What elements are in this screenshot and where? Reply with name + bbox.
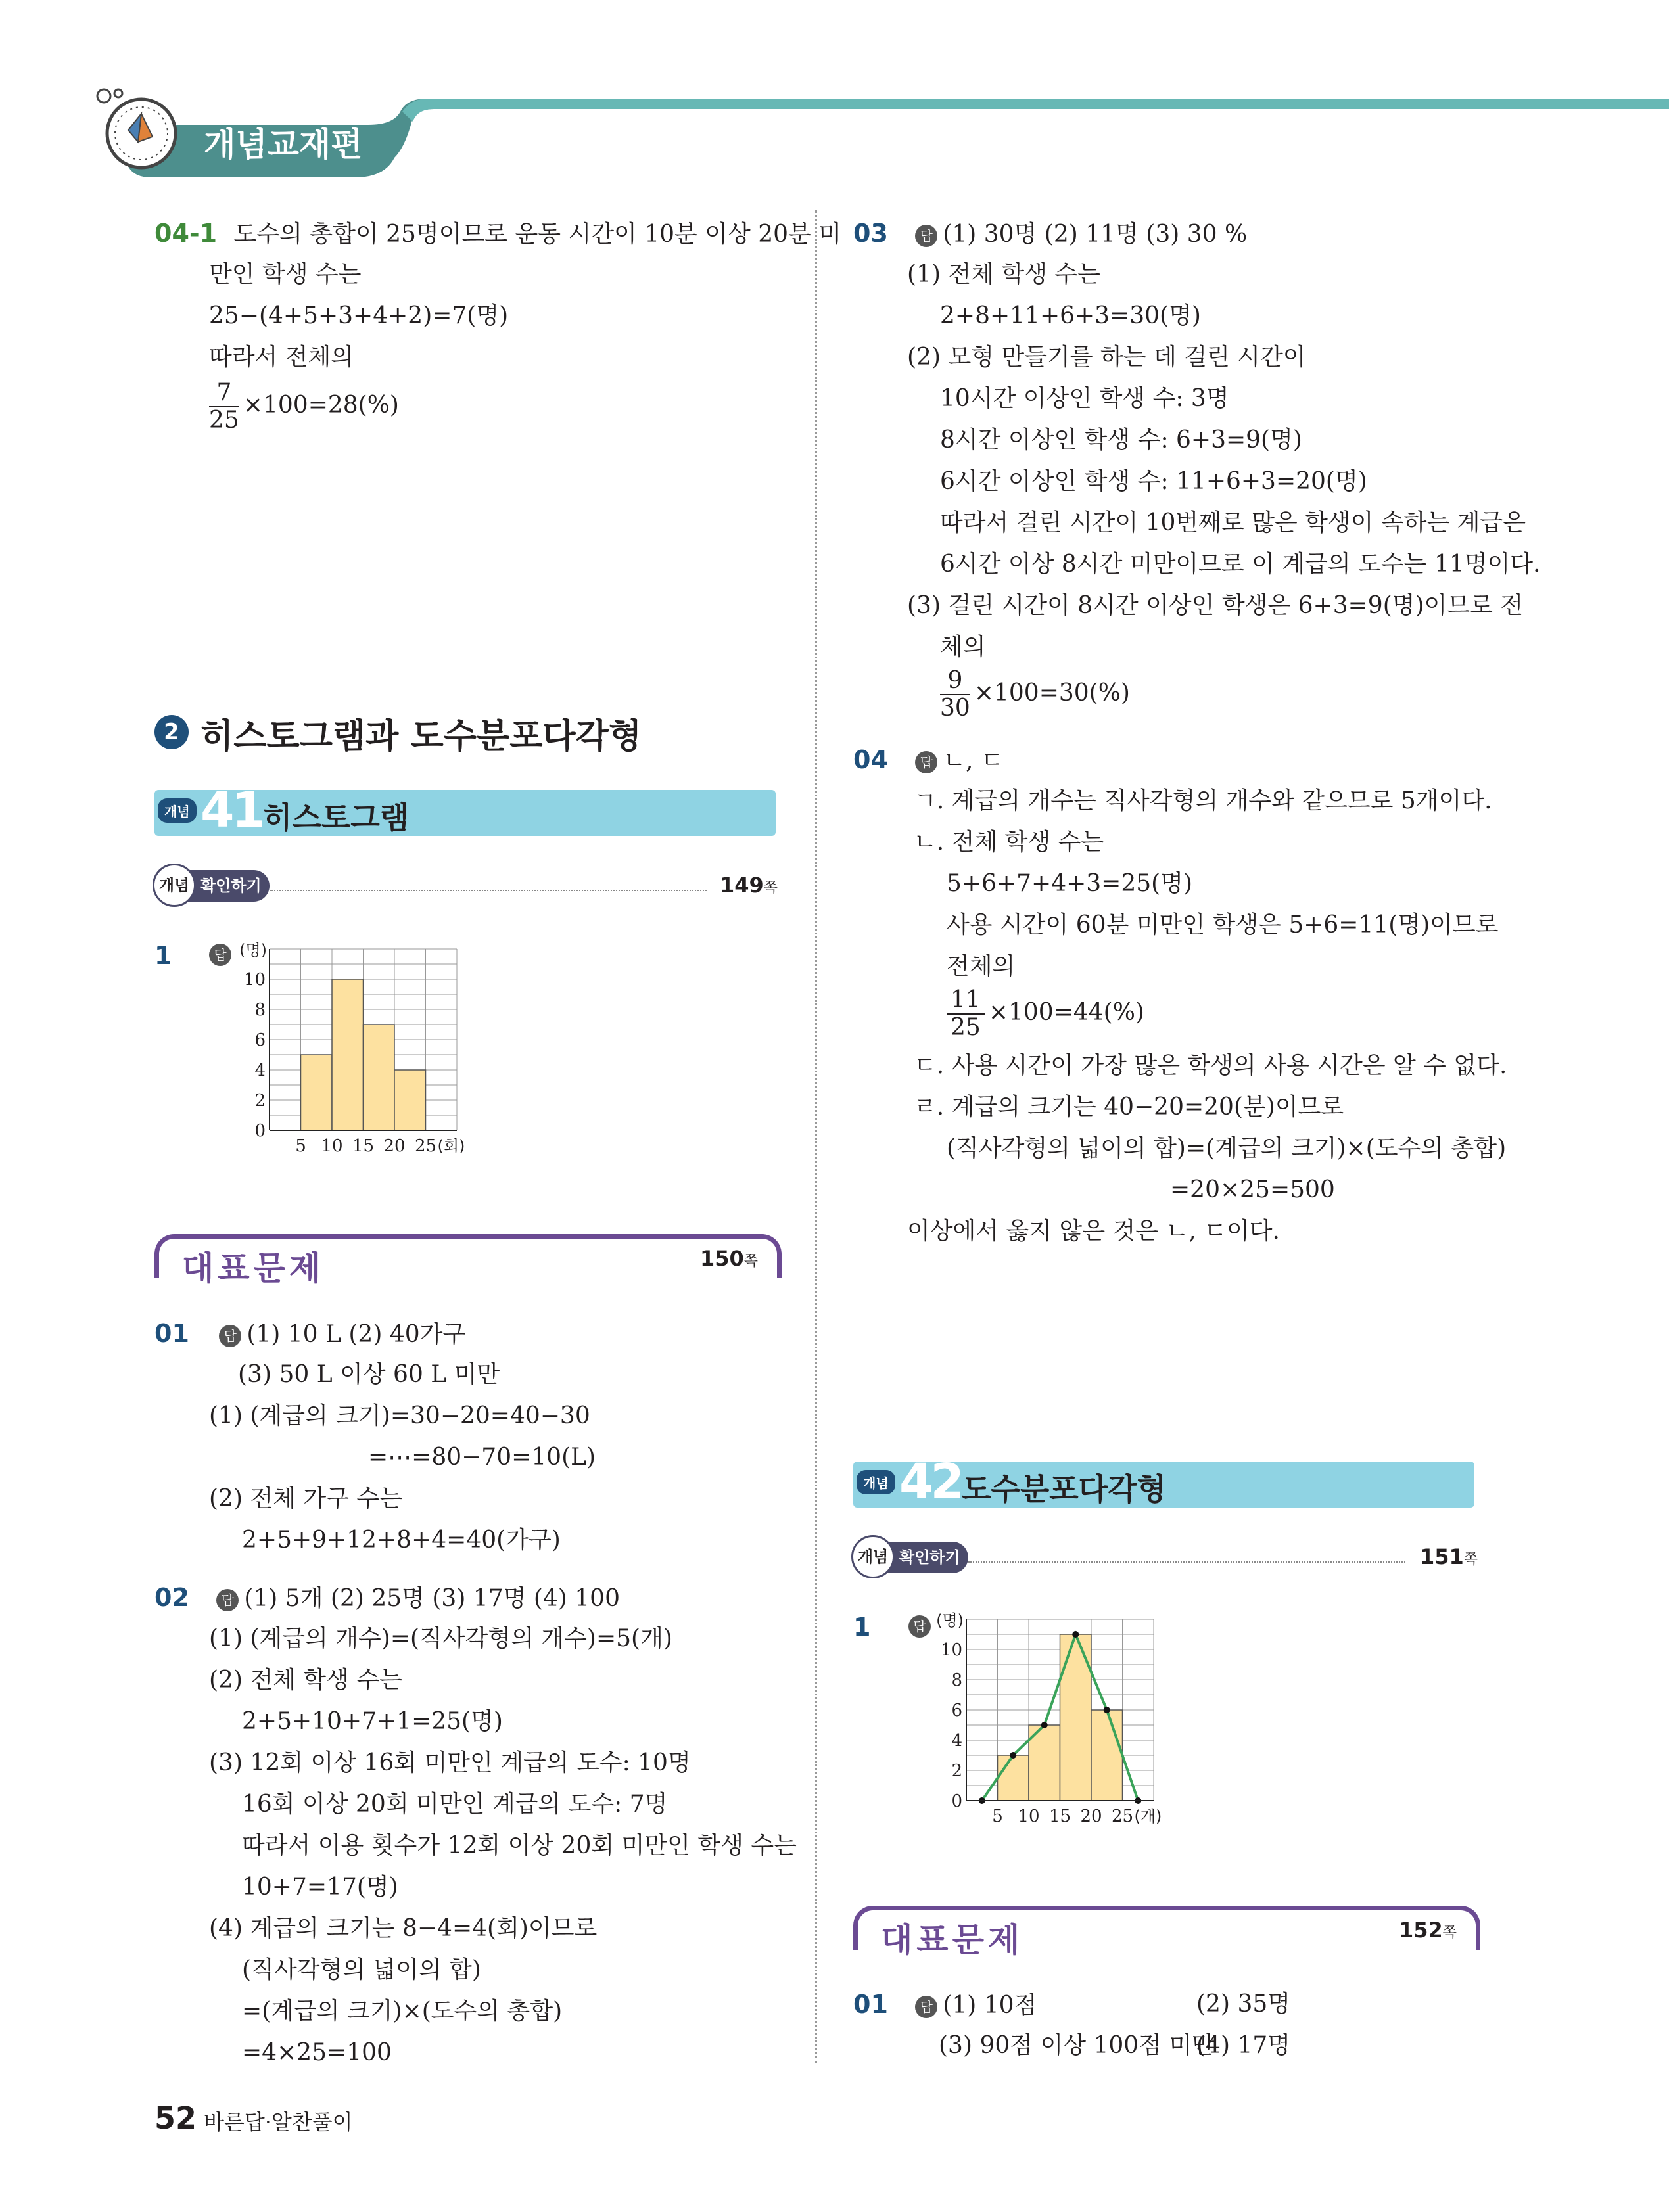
text-line: 체의 — [940, 634, 986, 660]
text-line: 25−(4+5+3+4+2)=7(명) — [209, 302, 509, 329]
fraction: $\frac{7}{25}$ — [209, 379, 239, 434]
frequency-polygon-chart — [933, 1610, 1170, 1833]
histogram-bar — [364, 1025, 395, 1130]
text-line: (1) (계급의 크기)=30−20=40−30 — [209, 1402, 590, 1429]
answer-icon: 답 — [915, 1996, 937, 2018]
book-label: 바른답·알찬풀이 — [204, 2109, 353, 2134]
y-tick-label: 8 — [254, 1000, 266, 1020]
x-tick-label: 10 — [321, 1136, 343, 1156]
x-tick-label: 25 — [1111, 1807, 1134, 1826]
text-line: 도수의 총합이 25명이므로 운동 시간이 10분 이상 20분 미 — [233, 221, 842, 248]
text-line: ㄹ. 계급의 크기는 40−20=20(분)이므로 — [914, 1094, 1344, 1120]
polygon-point — [1041, 1722, 1048, 1728]
text-line: ×100=44(%) — [988, 999, 1144, 1026]
concept-badge: 개념 — [158, 798, 197, 823]
answer-icon: 답 — [908, 1615, 931, 1638]
text-line: (1) (계급의 개수)=(직사각형의 개수)=5(개) — [209, 1625, 672, 1652]
check-label: 확인하기 — [899, 1548, 960, 1567]
concept-badge: 개념 — [857, 1470, 895, 1494]
text-line: (2) 전체 가구 수는 — [209, 1485, 402, 1512]
clock-icon — [92, 84, 184, 176]
text-line: ㄴ. 전체 학생 수는 — [914, 829, 1104, 856]
text-line: (2) 모형 만들기를 하는 데 걸린 시간이 — [907, 344, 1306, 371]
text-line: 이상에서 옳지 않은 것은 ㄴ, ㄷ이다. — [907, 1218, 1280, 1245]
y-tick-label: 4 — [254, 1061, 266, 1080]
text-line: =⋯=80−70=10(L) — [368, 1444, 596, 1471]
text-line: (1) 전체 학생 수는 — [907, 261, 1100, 288]
text-line: 2+8+11+6+3=30(명) — [940, 302, 1201, 329]
problem-number: 04 — [853, 745, 888, 774]
text-line: 사용 시간이 60분 미만인 학생은 5+6=11(명)이므로 — [947, 911, 1499, 938]
text-line: 따라서 전체의 — [209, 344, 354, 371]
y-tick-label: 6 — [951, 1701, 962, 1720]
text-line: (직사각형의 넓이의 합) — [242, 1956, 481, 1983]
header-tab-label: 개념교재편 — [204, 126, 363, 164]
polygon-point — [1104, 1707, 1110, 1713]
text-line: 6시간 이상 8시간 미만이므로 이 계급의 도수는 11명이다. — [940, 551, 1541, 578]
text-line: (1) 5개 (2) 25명 (3) 17명 (4) 100 — [244, 1585, 620, 1612]
dotted-leader — [968, 1561, 1405, 1563]
text-line: =(계급의 크기)×(도수의 총합) — [242, 1998, 563, 2025]
text-line: 16회 이상 20회 미만인 계급의 도수: 7명 — [242, 1791, 668, 1818]
text-line: 2+5+10+7+1=25(명) — [242, 1708, 503, 1735]
y-tick-label: 0 — [951, 1791, 962, 1811]
polygon-point — [1010, 1752, 1016, 1759]
check-badge: 개념 — [851, 1535, 895, 1578]
page-reference: 152쪽 — [1399, 1918, 1457, 1943]
check-label: 확인하기 — [200, 877, 262, 895]
x-tick-label: 20 — [383, 1136, 406, 1156]
x-tick-label: 5 — [992, 1807, 1003, 1826]
dotted-leader — [270, 890, 707, 891]
text-line: (3) 50 L 이상 60 L 미만 — [238, 1361, 500, 1388]
problem-number: 02 — [154, 1583, 189, 1612]
text-line: (4) 계급의 크기는 8−4=4(회)이므로 — [209, 1915, 598, 1942]
y-tick-label: 8 — [951, 1671, 962, 1690]
histogram-chart — [237, 940, 473, 1163]
text-line: 10시간 이상인 학생 수: 3명 — [940, 385, 1229, 412]
representative-title: 대표문제 — [873, 1914, 1031, 1961]
text-line: (1) 30명 (2) 11명 (3) 30 % — [943, 221, 1248, 248]
fraction: $\frac{9}{30}$ — [940, 667, 970, 722]
text-line: 5+6+7+4+3=25(명) — [947, 870, 1193, 897]
section-title: 히스토그램과 도수분포다각형 — [200, 717, 642, 756]
text-line: =4×25=100 — [242, 2039, 392, 2066]
page-number: 52 — [154, 2100, 197, 2136]
y-axis-label: (명) — [936, 1611, 964, 1630]
text-line: (직사각형의 넓이의 합)=(계급의 크기)×(도수의 총합) — [947, 1135, 1507, 1162]
text-line: ×100=28(%) — [243, 392, 399, 419]
answer-icon: 답 — [216, 1589, 239, 1611]
text-line: ㄱ. 계급의 개수는 직사각형의 개수와 같으므로 5개이다. — [914, 787, 1492, 814]
text-line: (1) 10점 — [943, 1992, 1037, 2019]
answer-icon: 답 — [219, 1325, 241, 1347]
answer-icon: 답 — [915, 225, 937, 247]
x-axis-label: (회) — [437, 1137, 465, 1155]
problem-number: 01 — [853, 1990, 888, 2019]
fraction: $\frac{11}{25}$ — [947, 987, 985, 1041]
y-tick-label: 0 — [254, 1121, 266, 1141]
histogram-bar — [394, 1070, 426, 1130]
histogram-bar — [332, 979, 364, 1130]
check-badge: 개념 — [153, 864, 196, 907]
answer-icon: 답 — [209, 944, 231, 966]
y-tick-label: 10 — [940, 1640, 962, 1660]
y-tick-label: 2 — [951, 1761, 962, 1781]
text-line: 2+5+9+12+8+4=40(가구) — [242, 1527, 561, 1554]
text-line: ×100=30(%) — [974, 680, 1130, 706]
y-tick-label: 10 — [243, 970, 266, 990]
x-tick-label: 15 — [1048, 1807, 1071, 1826]
question-number: 1 — [154, 941, 172, 970]
page-reference: 151쪽 — [1420, 1544, 1478, 1569]
text-line: (3) 90점 이상 100점 미만 — [939, 2032, 1215, 2059]
x-tick-label: 5 — [295, 1136, 306, 1156]
text-line: (2) 35명 — [1196, 1991, 1291, 2017]
problem-number: 01 — [154, 1319, 189, 1348]
column-divider — [815, 210, 817, 2063]
text-line: (1) 10 L (2) 40가구 — [247, 1321, 466, 1348]
text-line: 따라서 이용 횟수가 12회 이상 20회 미만인 학생 수는 — [242, 1832, 797, 1859]
text-line: (3) 걸린 시간이 8시간 이상인 학생은 6+3=9(명)이므로 전 — [907, 592, 1524, 619]
text-line: 전체의 — [947, 953, 1016, 980]
page-reference: 150쪽 — [700, 1246, 759, 1271]
histogram-bar — [1091, 1710, 1123, 1801]
x-tick-label: 25 — [414, 1136, 437, 1156]
x-tick-label: 20 — [1080, 1807, 1102, 1826]
text-line: (2) 전체 학생 수는 — [209, 1667, 402, 1694]
representative-title: 대표문제 — [174, 1242, 333, 1289]
text-line: (4) 17명 — [1196, 2032, 1291, 2059]
histogram-bar — [301, 1055, 333, 1130]
y-tick-label: 4 — [951, 1731, 962, 1751]
y-tick-label: 2 — [254, 1091, 266, 1111]
text-line: 10+7=17(명) — [242, 1874, 398, 1901]
concept-number: 42 — [899, 1454, 962, 1510]
y-axis-label: (명) — [239, 941, 267, 959]
page-reference: 149쪽 — [720, 873, 778, 898]
answer-icon: 답 — [915, 751, 937, 773]
x-tick-label: 10 — [1018, 1807, 1040, 1826]
polygon-point — [1072, 1631, 1079, 1638]
text-line: 8시간 이상인 학생 수: 6+3=9(명) — [940, 426, 1302, 453]
text-line: (3) 12회 이상 16회 미만인 계급의 도수: 10명 — [209, 1749, 691, 1776]
concept-number: 41 — [200, 782, 263, 839]
text-line: ㄴ, ㄷ — [943, 747, 1004, 774]
problem-number: 04-1 — [154, 219, 218, 248]
text-line: =20×25=500 — [1170, 1176, 1335, 1203]
concept-title: 히스토그램 — [263, 800, 410, 835]
x-tick-label: 15 — [352, 1136, 375, 1156]
y-tick-label: 6 — [254, 1030, 266, 1050]
x-axis-label: (개) — [1134, 1807, 1162, 1826]
text-line: 따라서 걸린 시간이 10번째로 많은 학생이 속하는 계급은 — [940, 509, 1526, 536]
problem-number: 03 — [853, 219, 888, 248]
section-number: 2 — [154, 715, 189, 749]
histogram-bar — [998, 1755, 1029, 1801]
text-line: 만인 학생 수는 — [209, 261, 362, 288]
question-number: 1 — [853, 1613, 871, 1642]
concept-title: 도수분포다각형 — [962, 1471, 1167, 1507]
text-line: 6시간 이상인 학생 수: 11+6+3=20(명) — [940, 468, 1367, 495]
text-line: ㄷ. 사용 시간이 가장 많은 학생의 사용 시간은 알 수 없다. — [914, 1052, 1507, 1079]
